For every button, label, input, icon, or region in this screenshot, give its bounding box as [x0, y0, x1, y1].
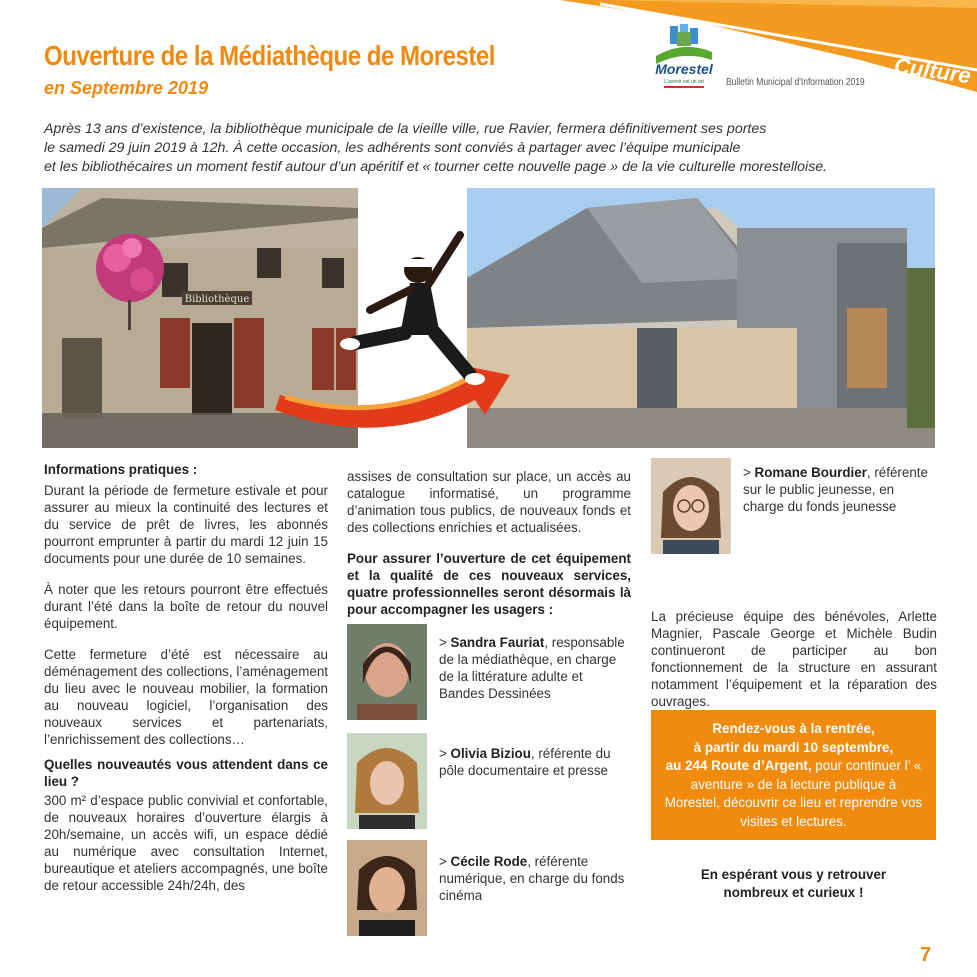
section-label: Culture [892, 52, 973, 89]
staff-role: , référente numérique, en charge du fonds cinéma [439, 854, 625, 903]
column-middle [347, 468, 631, 622]
callout-text: pour continuer l’ « aventure » de la lecture publique à Morestel, découvrir ce lieu et reprendre vos visites et lectures. [664, 758, 923, 829]
portrait-sandra [347, 624, 427, 720]
callout-body [663, 757, 924, 831]
portrait-romane [651, 458, 731, 554]
paragraph: Cette fermeture d’été est nécessaire au déménagement des collections, l’aménagement du lieu avec le nouveau mobilier, la formation au nouveau logiciel, l’organisation des nouveaux services et partenariats, l’enrichissement des collections… [44, 647, 328, 747]
heading-staff: Pour assurer l’ouverture de cet équipement et la qualité de ces nouveaux services, quatre professionnelles seront désormais là pour accompagner les usagers : [347, 551, 631, 617]
bulletin-caption: Bulletin Municipal d'Information 2019 [726, 77, 865, 88]
intro-line: et les bibliothécaires un moment festif autour d’un apéritif et « tourner cette nouvelle page » de la vie culturelle morestelloise. [44, 159, 828, 175]
callout-address: au 244 Route d’Argent, [665, 758, 812, 773]
svg-text:Morestel: Morestel [655, 61, 713, 77]
paragraph: assises de consultation sur place, un accès au catalogue informatisé, un programme d’animation tous publics, de nouveaux fonds et des collections enrichies et actualisées. [347, 469, 631, 535]
staff-romane: > Romane Bourdier, référente sur le public jeunesse, en charge du fonds jeunesse [743, 465, 928, 514]
page-title: Ouverture de la Médiathèque de Morestel [44, 40, 495, 71]
page-number: 7 [920, 944, 932, 966]
paragraph: À noter que les retours pourront être effectués durant l’été dans la boîte de retour du nouvel équipement. [44, 582, 328, 631]
page-subtitle: en Septembre 2019 [44, 78, 209, 98]
staff-name: Sandra Fauriat [450, 635, 545, 650]
staff-olivia: > Olivia Biziou, référente du pôle documentaire et presse [439, 746, 611, 778]
staff-role: , référente sur le public jeunesse, en charge du fonds jeunesse [743, 465, 928, 514]
paragraph: 300 m² d’espace public convivial et confortable, de nouveaux horaires d’ouverture élargis à 20h/semaine, un accès wifi, un espace dédié au numérique avec consultation Internet, bureautique et ateliers accompagnés, une boîte de retour accessible 24h/24h, des [44, 793, 328, 893]
svg-text:L'avenir est un art: L'avenir est un art [664, 79, 704, 85]
closing-line: En espérant vous y retrouver [700, 867, 887, 882]
heading-novelties: Quelles nouveautés vous attendent dans ce lieu ? [44, 757, 328, 789]
intro-line: Après 13 ans d’existence, la bibliothèque municipale de la vieille ville, rue Ravier, fermera définitivement ses portes [44, 121, 767, 137]
rendezvous-callout [651, 710, 936, 840]
staff-sandra: > Sandra Fauriat, responsable de la médiathèque, en charge de la littérature adulte et Bandes Dessinées [439, 635, 625, 701]
closing-message [651, 866, 936, 902]
intro-paragraph [44, 120, 874, 177]
callout-line: Rendez-vous à la rentrée, [712, 721, 875, 736]
jumping-figure-illustration [260, 215, 570, 435]
intro-line: le samedi 29 juin 2019 à 12h. À cette occasion, les adhérents sont conviés à partager avec l’équipe municipale [44, 140, 741, 156]
staff-name: Romane Bourdier [754, 465, 867, 480]
callout-line: à partir du mardi 10 septembre, [693, 739, 894, 755]
staff-role: , responsable de la médiathèque, en charge de la littérature adulte et Bandes Dessinées [439, 635, 625, 701]
paragraph-volunteers: La précieuse équipe des bénévoles, Arlette Magnier, Pascale George et Michèle Budin continueront de participer au bon fonctionnement de la structure en assurant notamment l’équipement et la réparation des ouvrages. [651, 609, 937, 709]
staff-name: Cécile Rode [450, 854, 528, 869]
paragraph: Durant la période de fermeture estivale et pour assurer au mieux la continuité des lectures et du service de prêt de livres, les abonnés pourront emprunter à partir du mardi 12 juin 15 documents pour une durée de 10 semaines. [44, 483, 328, 566]
staff-cecile: > Cécile Rode, référente numérique, en charge du fonds cinéma [439, 854, 625, 903]
heading-practical-info: Informations pratiques : [44, 462, 198, 477]
portrait-cecile [347, 840, 427, 936]
closing-line: nombreux et curieux ! [723, 885, 864, 900]
portrait-olivia [347, 733, 427, 829]
staff-role: , référente du pôle documentaire et presse [439, 746, 611, 778]
column-right [651, 608, 937, 724]
library-sign: Bibliothèque [184, 294, 250, 305]
staff-name: Olivia Biziou [450, 746, 531, 761]
column-left [44, 461, 328, 908]
morestel-logo [650, 22, 718, 90]
